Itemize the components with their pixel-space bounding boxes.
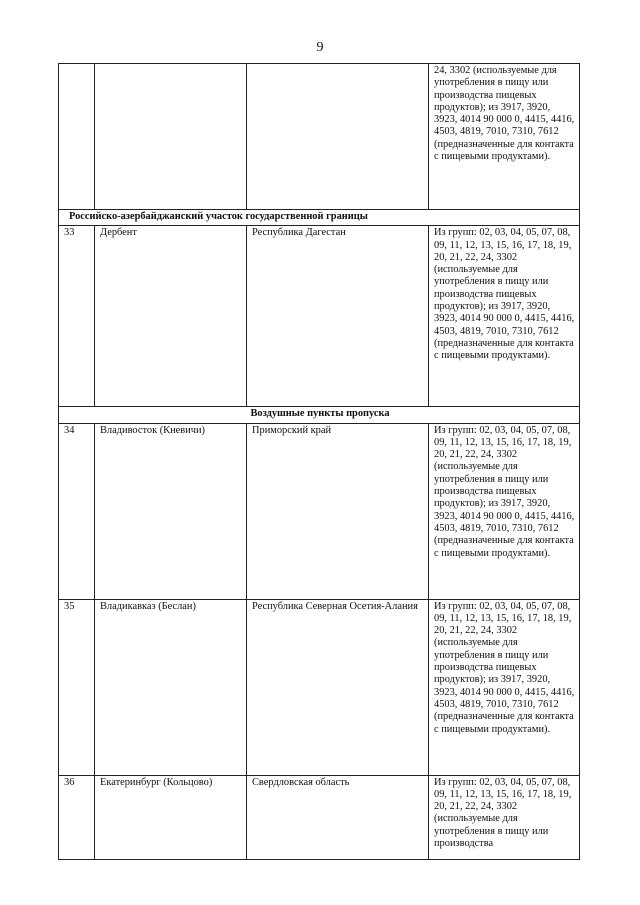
section-row-air-checkpoints [59, 407, 580, 423]
cell-region: Республика Дагестан [247, 226, 429, 407]
cell-number: 33 [59, 226, 95, 407]
table-row-35 [59, 599, 580, 775]
cell-product-codes: 24, 3302 (используемые для употребления в пищу или производства пищевых продуктов); из 3917, 3920, 3923, 4014 90 000 0, 4415, 4416, 4503, 4819, 7010, 7310, 7612 (предназначенные для контакта с пищевыми продуктами). [429, 64, 580, 210]
cell-region: Республика Северная Осетия-Алания [247, 599, 429, 775]
table-row-34 [59, 423, 580, 599]
cell-product-codes: Из групп: 02, 03, 04, 05, 07, 08, 09, 11, 12, 13, 15, 16, 17, 18, 19, 20, 21, 22, 24, 3302 (используемые для употребления в пищу или производства пищевых продуктов); из 3917, 3920, 3923, 4014 90 000 0, 4415, 4416, 4503, 4819, 7010, 7310, 7612 (предназначенные для контакта с пищевыми продуктами). [429, 226, 580, 407]
checkpoint-table [58, 63, 580, 860]
page-number: 9 [316, 40, 324, 55]
cell-region: Приморский край [247, 423, 429, 599]
cell-product-codes: Из групп: 02, 03, 04, 05, 07, 08, 09, 11, 12, 13, 15, 16, 17, 18, 19, 20, 21, 22, 24, 3302 (используемые для употребления в пищу или производства пищевых продуктов); из 3917, 3920, 3923, 4014 90 000 0, 4415, 4416, 4503, 4819, 7010, 7310, 7612 (предназначенные для контакта с пищевыми продуктами). [429, 423, 580, 599]
cell-region: Свердловская область [247, 775, 429, 859]
cell-number: 34 [59, 423, 95, 599]
section-title-air-checkpoints: Воздушные пункты пропуска [59, 407, 580, 423]
cell-region [247, 64, 429, 210]
cell-number [59, 64, 95, 210]
cell-number: 36 [59, 775, 95, 859]
cell-checkpoint-name: Владивосток (Кневичи) [95, 423, 247, 599]
cell-number: 35 [59, 599, 95, 775]
table-row-36 [59, 775, 580, 859]
cell-product-codes: Из групп: 02, 03, 04, 05, 07, 08, 09, 11, 12, 13, 15, 16, 17, 18, 19, 20, 21, 22, 24, 3302 (используемые для употребления в пищу или производства [429, 775, 580, 859]
cell-checkpoint-name [95, 64, 247, 210]
table-row-continuation [59, 64, 580, 210]
cell-checkpoint-name: Владикавказ (Беслан) [95, 599, 247, 775]
section-row-russian-azerbaijani [59, 210, 580, 226]
cell-product-codes: Из групп: 02, 03, 04, 05, 07, 08, 09, 11, 12, 13, 15, 16, 17, 18, 19, 20, 21, 22, 24, 3302 (используемые для употребления в пищу или производства пищевых продуктов); из 3917, 3920, 3923, 4014 90 000 0, 4415, 4416, 4503, 4819, 7010, 7310, 7612 (предназначенные для контакта с пищевыми продуктами). [429, 599, 580, 775]
section-title-russian-azerbaijani: Российско-азербайджанский участок государственной границы [59, 210, 580, 226]
table-row-33 [59, 226, 580, 407]
cell-checkpoint-name: Екатеринбург (Кольцово) [95, 775, 247, 859]
cell-checkpoint-name: Дербент [95, 226, 247, 407]
